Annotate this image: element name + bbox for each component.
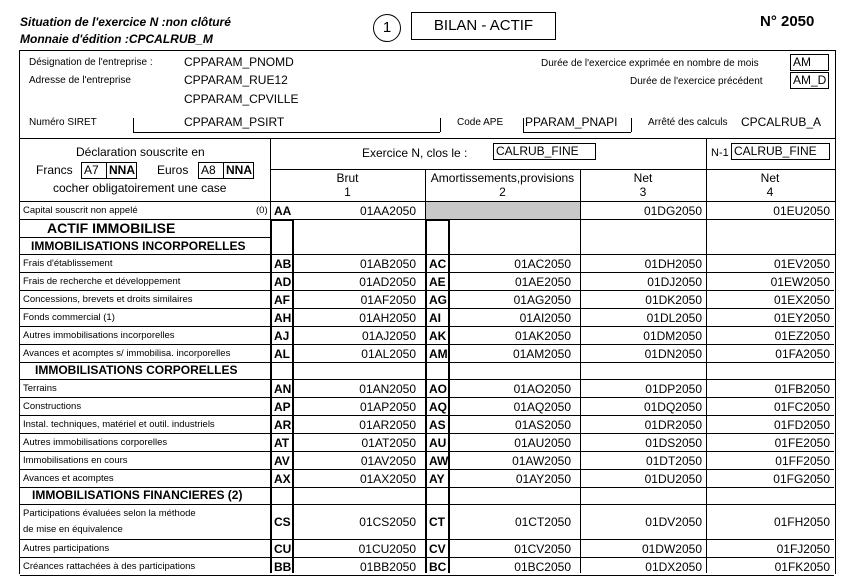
amort-title: Amortissements,provisions (430, 171, 575, 185)
row-value-amort[interactable]: 01AO2050 (513, 382, 571, 396)
row-code-amort: AU (429, 436, 447, 450)
arrete-field[interactable]: CPCALRUB_A (741, 115, 822, 129)
row-code-amort: CV (429, 542, 446, 556)
row-value-net[interactable]: 01DN2050 (644, 347, 702, 361)
adresse-label: Adresse de l'entreprise (29, 75, 131, 86)
participations-eq-brut[interactable]: 01CS2050 (359, 515, 416, 529)
table-row (20, 345, 834, 363)
capital-code: AA (274, 204, 292, 218)
row-value-net[interactable]: 01DT2050 (645, 454, 702, 468)
capital-row (20, 202, 834, 220)
table-row (20, 470, 834, 488)
row-label: Avances et acomptes s/ immobilisa. incorporelles (23, 348, 231, 359)
table-row (20, 416, 834, 434)
row-code-amort: AS (429, 418, 446, 432)
row-value-amort[interactable]: 01AQ2050 (513, 400, 571, 414)
siret-underline (133, 132, 440, 133)
participations-eq-code1: CS (274, 515, 291, 529)
table-row (20, 558, 834, 576)
row-code-amort: AG (429, 293, 447, 307)
row-value-brut[interactable]: 01AR2050 (359, 418, 416, 432)
participations-eq-net[interactable]: 01DV2050 (645, 515, 702, 529)
row-label: Frais de recherche et développement (23, 276, 181, 287)
row-value-brut[interactable]: 01AT2050 (361, 436, 416, 450)
capital-net1[interactable]: 01EU2050 (773, 204, 830, 218)
row-value-net[interactable]: 01DH2050 (644, 257, 702, 271)
participations-eq-amort[interactable]: 01CT2050 (514, 515, 571, 529)
francs-label: Francs (36, 163, 73, 177)
row-label: Instal. techniques, matériel et outil. industriels (23, 419, 215, 430)
duree-field[interactable]: AM (790, 54, 829, 71)
situation-text: Situation de l'exercice N :non clôturé (20, 15, 231, 29)
row-value-brut[interactable]: 01AN2050 (359, 382, 416, 396)
arrete-label: Arrêté des calculs (648, 117, 728, 128)
row-code-brut: AN (274, 382, 292, 396)
row-value-brut[interactable]: 01CU2050 (358, 542, 416, 556)
monnaie-text: Monnaie d'édition :CPCALRUB_M (20, 32, 213, 46)
row-code-brut: AD (274, 275, 292, 289)
siret-field[interactable]: CPPARAM_PSIRT (184, 115, 285, 129)
siret-label: Numéro SIRET (29, 117, 97, 128)
row-value-net[interactable]: 01DM2050 (643, 329, 702, 343)
row-code-brut: AX (274, 472, 291, 486)
table-row (20, 380, 834, 398)
row-code-brut: AT (274, 436, 290, 450)
code-col1-top (270, 219, 294, 221)
row-value-net[interactable]: 01DL2050 (646, 311, 702, 325)
row-value-amort[interactable]: 01AE2050 (514, 275, 571, 289)
row-code-amort: AC (429, 257, 447, 271)
row-label: Concessions, brevets et droits similaires (23, 294, 193, 305)
separator-actif (20, 237, 270, 238)
row-value-brut[interactable]: 01BB2050 (359, 560, 416, 574)
net1-number: 4 (766, 185, 774, 199)
row-value-net[interactable]: 01DJ2050 (647, 275, 702, 289)
row-value-brut[interactable]: 01AH2050 (359, 311, 416, 325)
net-header (580, 171, 706, 199)
row-value-net1[interactable]: 01EV2050 (773, 257, 830, 271)
amort-header (425, 171, 580, 199)
row-value-brut[interactable]: 01AP2050 (359, 400, 416, 414)
row-value-brut[interactable]: 01AJ2050 (361, 329, 416, 343)
adresse-field-2[interactable]: CPPARAM_CPVILLE (184, 92, 299, 106)
table-row (20, 291, 834, 309)
row-code-brut: AV (274, 454, 290, 468)
row-label: Fonds commercial (1) (23, 312, 115, 323)
participations-eq-row (20, 505, 834, 540)
brut-title: Brut (336, 171, 359, 185)
row-code-brut: AB (274, 257, 292, 271)
brut-header (270, 171, 425, 199)
francs-code: A7 (81, 162, 107, 179)
participations-eq-code2: CT (429, 515, 445, 529)
ape-bracket-left (523, 118, 524, 132)
row-code-amort: AI (429, 311, 441, 325)
declaration-line3: cocher obligatoirement une case (53, 181, 227, 195)
row-value-amort[interactable]: 01AY2050 (515, 472, 571, 486)
row-value-amort[interactable]: 01AI2050 (519, 311, 571, 325)
row-code-brut: AH (274, 311, 292, 325)
capital-amort-disabled (426, 202, 580, 219)
ape-underline (523, 132, 631, 133)
row-label: Créances rattachées à des participations (23, 561, 196, 572)
duree-label: Durée de l'exercice exprimée en nombre de mois (541, 58, 759, 69)
row-value-net1[interactable]: 01EX2050 (773, 293, 830, 307)
adresse-field-1[interactable]: CPPARAM_RUE12 (184, 73, 288, 87)
separator-top (19, 138, 835, 139)
section-fin: IMMOBILISATIONS FINANCIERES (2) (32, 488, 243, 502)
amort-number: 2 (499, 185, 506, 199)
row-value-amort[interactable]: 01AW2050 (512, 454, 571, 468)
row-label: Immobilisations en cours (23, 455, 128, 466)
row-value-net1[interactable]: 01FJ2050 (776, 542, 830, 556)
row-value-net1[interactable]: 01EZ2050 (774, 329, 830, 343)
separator-col-header (270, 169, 835, 170)
euros-checkbox[interactable]: NNA (223, 162, 254, 179)
euros-label: Euros (157, 163, 189, 177)
participations-eq-label2: de mise en équivalence (23, 524, 123, 535)
row-code-brut: AR (274, 418, 292, 432)
row-value-net1[interactable]: 01FF2050 (775, 454, 830, 468)
row-value-amort[interactable]: 01CV2050 (514, 542, 571, 556)
row-value-net1[interactable]: 01FA2050 (775, 347, 830, 361)
table-row (20, 434, 834, 452)
row-code-amort: AY (429, 472, 445, 486)
row-label: Avances et acomptes (23, 473, 114, 484)
exercice-label: Exercice N, clos le : (362, 146, 468, 160)
row-value-amort[interactable]: 01AK2050 (514, 329, 571, 343)
row-value-amort[interactable]: 01BC2050 (514, 560, 571, 574)
table-row (20, 273, 834, 291)
duree-prec-field[interactable]: AM_D (790, 72, 829, 89)
row-code-amort: AQ (429, 400, 447, 414)
page-number-circle: 1 (373, 14, 401, 42)
exercice-date-field[interactable]: CALRUB_FINE (493, 143, 596, 160)
row-value-brut[interactable]: 01AF2050 (360, 293, 416, 307)
row-value-net[interactable]: 01DQ2050 (643, 400, 702, 414)
row-code-amort: BC (429, 560, 447, 574)
row-value-net[interactable]: 01DX2050 (645, 560, 702, 574)
section-actif: ACTIF IMMOBILISE (47, 220, 176, 236)
row-value-net[interactable]: 01DS2050 (645, 436, 702, 450)
francs-checkbox[interactable]: NNA (106, 162, 137, 179)
row-value-net1[interactable]: 01FE2050 (774, 436, 830, 450)
row-value-net1[interactable]: 01EY2050 (773, 311, 830, 325)
declaration-line1: Déclaration souscrite en (76, 145, 205, 159)
form-number: N° 2050 (760, 13, 815, 30)
row-value-amort[interactable]: 01AS2050 (514, 418, 571, 432)
brut-number: 1 (344, 185, 351, 199)
siret-bracket-left (133, 118, 134, 132)
siret-bracket-right (440, 118, 441, 132)
row-code-brut: AL (274, 347, 290, 361)
net-number: 3 (639, 185, 647, 199)
row-value-net1[interactable]: 01EW2050 (770, 275, 830, 289)
ape-bracket-right (631, 118, 632, 132)
row-label: Terrains (23, 383, 57, 394)
header-left (20, 14, 231, 48)
table-row (20, 398, 834, 416)
row-code-brut: CU (274, 542, 292, 556)
table-row (20, 452, 834, 470)
code-col2-top (425, 219, 450, 221)
n1-date-field[interactable]: CALRUB_FINE (731, 143, 830, 160)
section-incorp: IMMOBILISATIONS INCORPORELLES (31, 239, 246, 253)
row-code-amort: AE (429, 275, 446, 289)
row-value-net[interactable]: 01DW2050 (641, 542, 702, 556)
row-value-net1[interactable]: 01FK2050 (774, 560, 830, 574)
section-corp: IMMOBILISATIONS CORPORELLES (35, 363, 238, 377)
capital-net[interactable]: 01DG2050 (643, 204, 702, 218)
euros-code: A8 (198, 162, 224, 179)
row-code-amort: AO (429, 382, 447, 396)
row-value-net[interactable]: 01DK2050 (645, 293, 702, 307)
duree-prec-label: Durée de l'exercice précédent (630, 76, 763, 87)
table-row (20, 255, 834, 273)
net1-header (706, 171, 834, 199)
row-code-brut: AP (274, 400, 291, 414)
net1-title: Net (760, 171, 780, 185)
row-value-net1[interactable]: 01FC2050 (773, 400, 830, 414)
row-value-net1[interactable]: 01FB2050 (774, 382, 830, 396)
table-row (20, 540, 834, 558)
row-value-net1[interactable]: 01FG2050 (773, 472, 830, 486)
row-value-amort[interactable]: 01AC2050 (514, 257, 571, 271)
capital-brut[interactable]: 01AA2050 (359, 204, 416, 218)
row-code-amort: AM (429, 347, 448, 361)
row-code-amort: AK (429, 329, 447, 343)
capital-marker: (0) (256, 205, 268, 216)
ape-label: Code APE (457, 117, 504, 128)
row-value-amort[interactable]: 01AM2050 (512, 347, 571, 361)
row-value-amort[interactable]: 01AG2050 (513, 293, 571, 307)
capital-label: Capital souscrit non appelé (23, 205, 138, 216)
row-code-brut: AJ (274, 329, 290, 343)
row-label: Autres immobilisations corporelles (23, 437, 168, 448)
row-code-brut: AF (274, 293, 290, 307)
row-value-brut[interactable]: 01AX2050 (359, 472, 416, 486)
page-title: BILAN - ACTIF (411, 12, 556, 40)
n1-label: N-1 (711, 147, 729, 159)
row-value-brut[interactable]: 01AL2050 (361, 347, 416, 361)
row-value-net[interactable]: 01DP2050 (645, 382, 702, 396)
row-label: Constructions (23, 401, 82, 412)
designation-field[interactable]: CPPARAM_PNOMD (184, 55, 294, 69)
row-value-amort[interactable]: 01AU2050 (514, 436, 571, 450)
row-label: Frais d'établissement (23, 258, 113, 269)
net-title: Net (633, 171, 653, 185)
row-value-net[interactable]: 01DU2050 (644, 472, 702, 486)
row-value-brut[interactable]: 01AD2050 (359, 275, 416, 289)
participations-eq-net1[interactable]: 01FH2050 (773, 515, 830, 529)
ape-field[interactable]: PPARAM_PNAPI (525, 115, 618, 129)
table-row (20, 309, 834, 327)
row-label: Autres immobilisations incorporelles (23, 330, 175, 341)
row-label: Autres participations (23, 543, 110, 554)
row-value-brut[interactable]: 01AB2050 (359, 257, 416, 271)
row-value-net[interactable]: 01DR2050 (644, 418, 702, 432)
designation-label: Désignation de l'entreprise : (29, 57, 153, 68)
row-code-amort: AW (429, 454, 449, 468)
row-code-brut: BB (274, 560, 292, 574)
table-row (20, 327, 834, 345)
participations-eq-label1: Participations évaluées selon la méthode (23, 508, 196, 519)
row-value-brut[interactable]: 01AV2050 (360, 454, 416, 468)
row-value-net1[interactable]: 01FD2050 (773, 418, 830, 432)
